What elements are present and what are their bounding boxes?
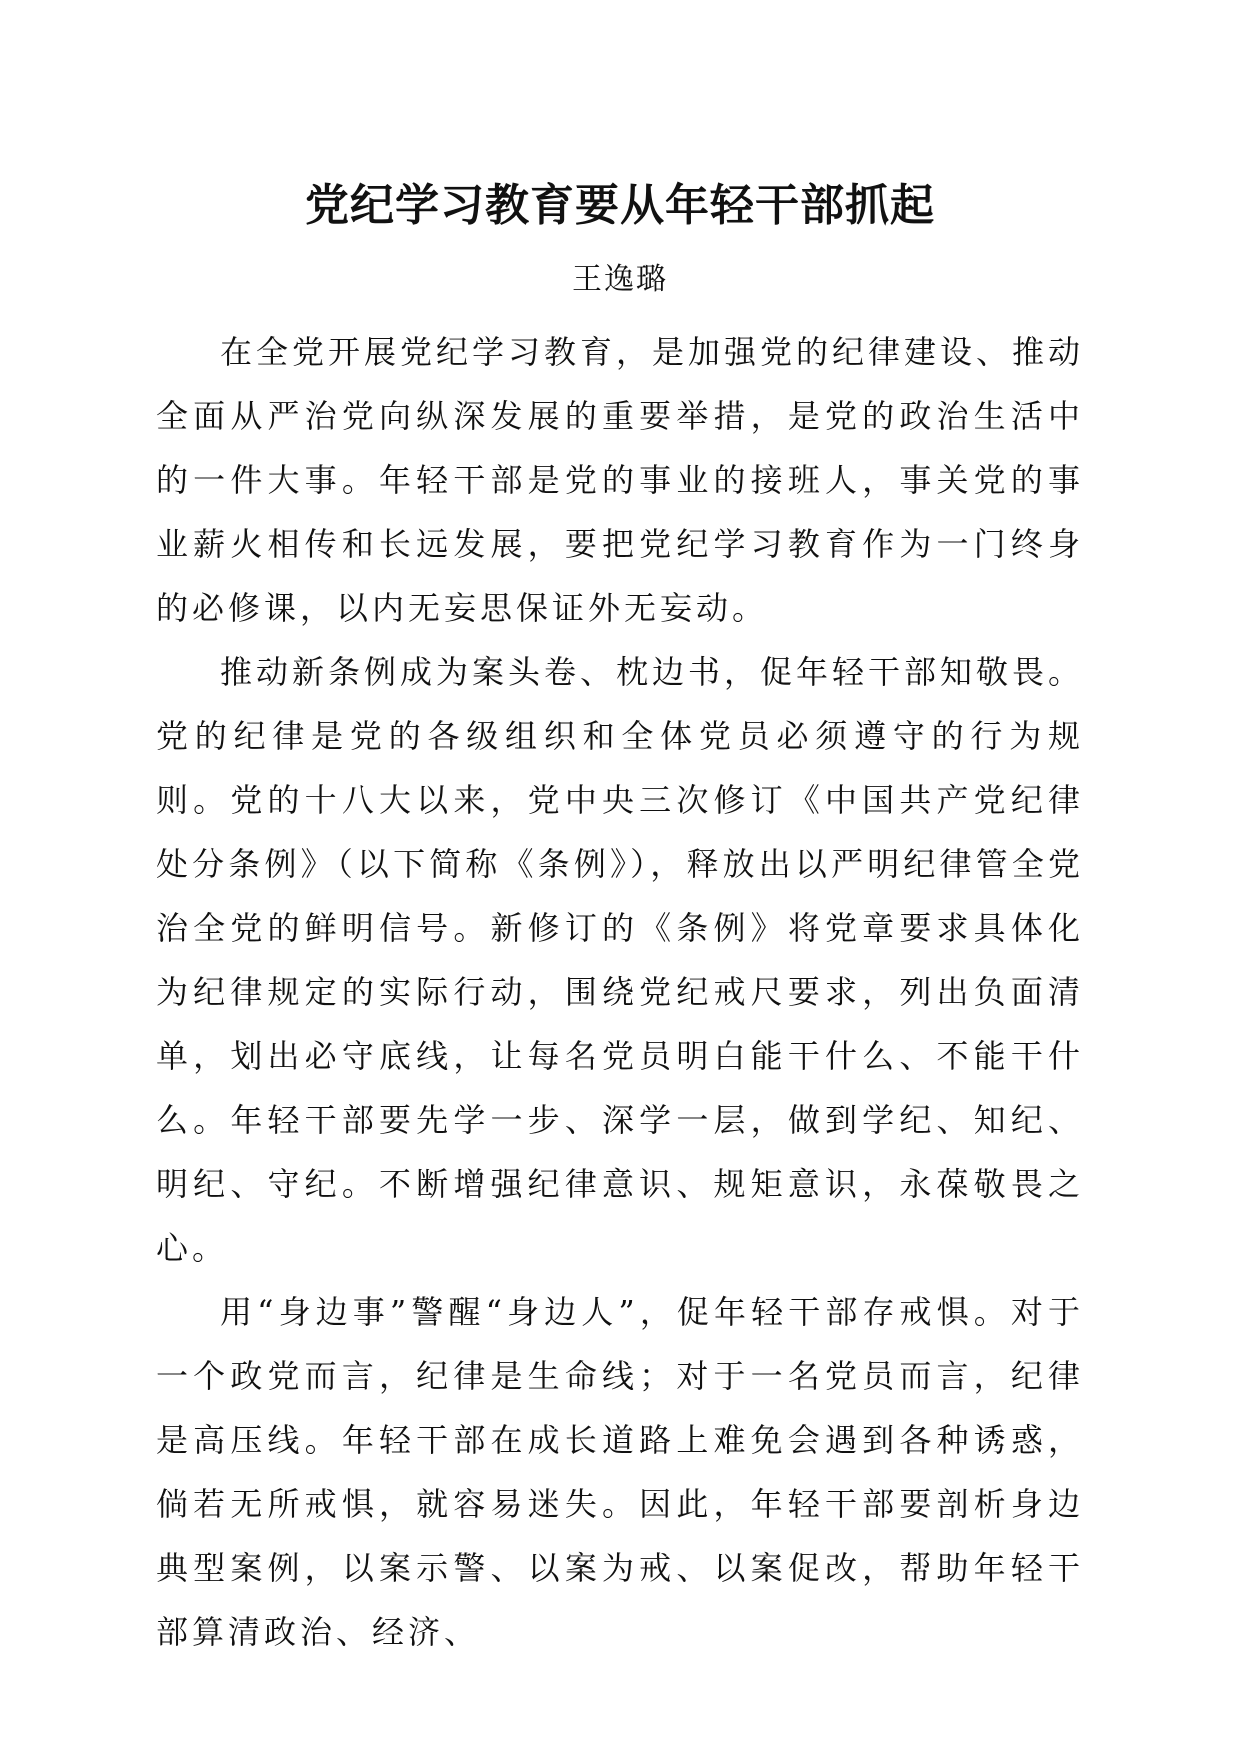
paragraph-warning: 用“身边事”警醒“身边人”，促年轻干部存戒惧。对于一个政党而言，纪律是生命线；对于一名党员而言，纪律是高压线。年轻干部在成长道路上难免会遇到各种诱惑，倘若无所戒惧，就容易迷失。因此，年轻干部要剖析身边典型案例，以案示警、以案为戒、以案促改，帮助年轻干部算清政治、经济、: [156, 1293, 1084, 1651]
document-body: [156, 320, 1084, 1664]
document-title: 党纪学习教育要从年轻干部抓起: [305, 180, 935, 231]
author-name: 王逸璐: [572, 262, 668, 297]
paragraph-intro: 在全党开展党纪学习教育，是加强党的纪律建设、推动全面从严治党向纵深发展的重要举措，是党的政治生活中的一件大事。年轻干部是党的事业的接班人，事关党的事业薪火相传和长远发展，要把党纪学习教育作为一门终身的必修课，以内无妄思保证外无妄动。: [156, 333, 1085, 627]
paragraph-awe: 推动新条例成为案头卷、枕边书，促年轻干部知敬畏。党的纪律是党的各级组织和全体党员必须遵守的行为规则。党的十八大以来，党中央三次修订《中国共产党纪律处分条例》（以下简称《条例》），释放出以严明纪律管全党治全党的鲜明信号。新修订的《条例》将党章要求具体化为纪律规定的实际行动，围绕党纪戒尺要求，列出负面清单，划出必守底线，让每名党员明白能干什么、不能干什么。年轻干部要先学一步、深学一层，做到学纪、知纪、明纪、守纪。不断增强纪律意识、规矩意识，永葆敬畏之心。: [156, 653, 1085, 1267]
